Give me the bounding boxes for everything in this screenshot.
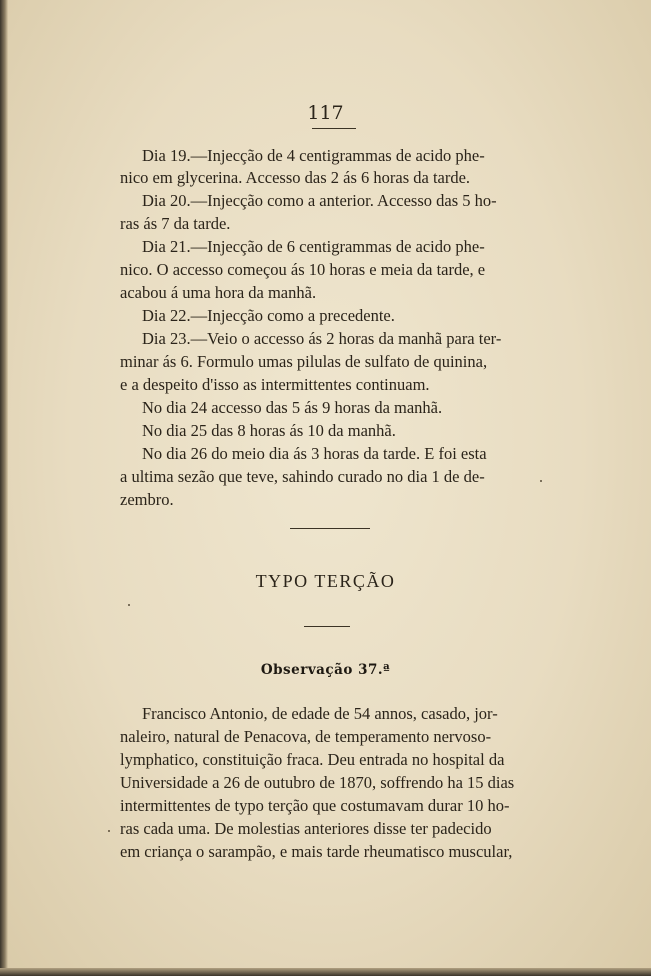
entry-dia-21-line-1: Dia 21.—Injecção de 6 centigrammas de acido phe- bbox=[142, 237, 485, 256]
observation-line-3: lymphatico, constituição fraca. Deu entrada no hospital da bbox=[120, 750, 505, 769]
entry-dia-19-line-1: Dia 19.—Injecção de 4 centigrammas de acido phe- bbox=[142, 146, 485, 165]
observation-line-5: intermittentes de typo terção que costumavam durar 10 ho- bbox=[120, 796, 510, 815]
entry-dia-23-line-2: minar ás 6. Formulo umas pilulas de sulfato de quinina, bbox=[120, 352, 488, 371]
section-divider-bottom bbox=[304, 626, 350, 627]
observation-line-1: Francisco Antonio, de edade de 54 annos, casado, jor- bbox=[142, 704, 498, 723]
observation-line-4: Universidade a 26 de outubro de 1870, soffrendo ha 15 dias bbox=[120, 773, 515, 792]
entry-dia-26-line-2: a ultima sezão que teve, sahindo curado no dia 1 de de- bbox=[120, 467, 485, 486]
entry-dia-26-line-1: No dia 26 do meio dia ás 3 horas da tarde. E foi esta bbox=[142, 444, 487, 463]
observation-line-7: em criança o sarampão, e mais tarde rheumatisco muscular, bbox=[120, 842, 513, 861]
section-divider-top bbox=[290, 528, 370, 529]
entry-dia-26-line-3: zembro. bbox=[120, 490, 174, 509]
entry-dia-22-line-1: Dia 22.—Injecção como a precedente. bbox=[142, 306, 395, 325]
entry-dia-21-line-3: acabou á uma hora da manhã. bbox=[120, 283, 317, 302]
paper-speck bbox=[540, 480, 542, 482]
observation-line-6: ras cada uma. De molestias anteriores disse ter padecido bbox=[120, 819, 492, 838]
section-title: TYPO TERÇÃO bbox=[255, 571, 396, 591]
entry-dia-19-line-2: nico em glycerina. Accesso das 2 ás 6 horas da tarde. bbox=[120, 168, 471, 187]
entry-dia-20-line-1: Dia 20.—Injecção como a anterior. Accesso das 5 ho- bbox=[142, 191, 497, 210]
paper-speck bbox=[108, 830, 110, 832]
entry-dia-23-line-1: Dia 23.—Veio o accesso ás 2 horas da manhã para ter- bbox=[142, 329, 502, 348]
page-number: 117 bbox=[307, 102, 344, 124]
entry-dia-23-line-3: e a despeito d'isso as intermittentes continuam. bbox=[120, 375, 430, 394]
entry-dia-20-line-2: ras ás 7 da tarde. bbox=[120, 214, 231, 233]
entry-dia-21-line-2: nico. O accesso começou ás 10 horas e meia da tarde, e bbox=[120, 260, 486, 279]
page-bottom-shadow bbox=[0, 968, 651, 976]
page-binding-shadow bbox=[0, 0, 8, 976]
entry-dia-24-line-1: No dia 24 accesso das 5 ás 9 horas da manhã. bbox=[142, 398, 443, 417]
observation-line-2: naleiro, natural de Penacova, de temperamento nervoso- bbox=[120, 727, 492, 746]
entry-dia-25-line-1: No dia 25 das 8 horas ás 10 da manhã. bbox=[142, 421, 396, 440]
observation-heading: Observação 37.ª bbox=[260, 662, 391, 678]
page-number-rule bbox=[312, 128, 356, 129]
paper-speck bbox=[128, 604, 130, 606]
